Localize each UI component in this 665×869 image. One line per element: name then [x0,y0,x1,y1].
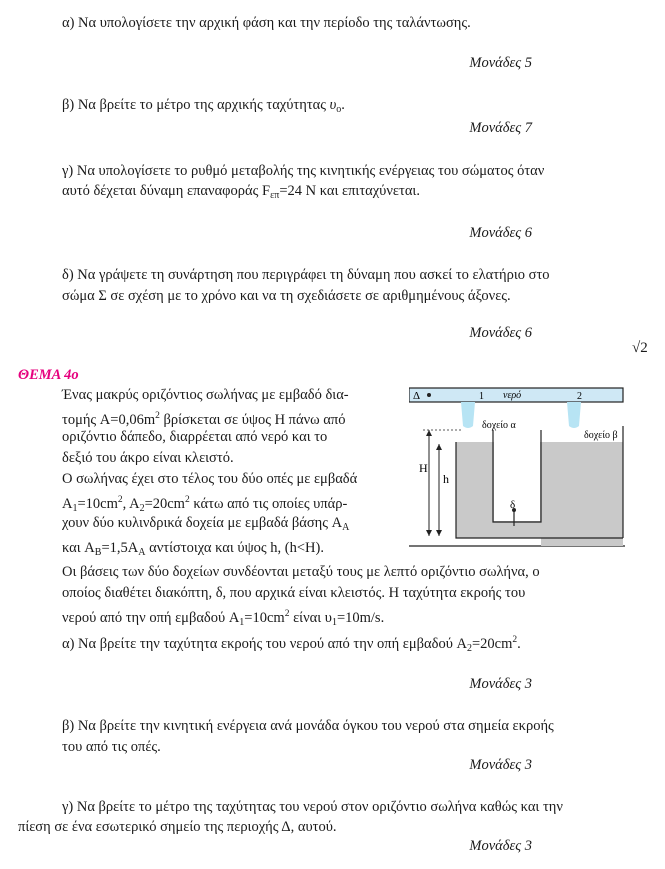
tank-a-inside [494,430,540,521]
theme4-question-b-line2: του από τις οπές. [62,739,161,755]
t4-l6s2: 2 [139,503,145,514]
t4-l2b: βρίσκεται σε ύψος H πάνω από [159,412,346,428]
question-d-line2: σώμα Σ σε σχέση με το χρόνο και να τη σχεδιάσετε σε αριθμημένους άξονες. [62,288,511,304]
t4-l11s2: 1 [331,617,337,628]
t4-l11d: =10m/s. [336,610,385,626]
t4-l6sup1: 2 [117,495,123,505]
t4-l6d: =20cm [144,496,185,512]
question-c-line2 [62,181,420,206]
t4-l2a: τομής A=0,06m [62,412,156,428]
theme4-line4: δεξιό του άκρο είναι κλειστό. [62,450,234,466]
t4-l11b: =10cm [244,610,285,626]
label-h: h [443,472,449,486]
t4-l6a: A [62,496,73,512]
question-c-text-end: =24 N και επιταχύνεται. [279,183,420,199]
t4-qa-b: =20cm [471,636,513,652]
question-b-end: . [341,97,345,113]
marks-d: Μονάδες 6 [469,325,532,341]
theme4-line11 [62,604,384,633]
t4-l2sup: 2 [155,411,160,421]
question-b [62,95,345,120]
theme4-line1: Ένας μακρύς οριζόντιος σωλήνας με εμβαδό δια- [62,387,349,403]
marks-c: Μονάδες 6 [469,225,532,241]
t4-l8s2: A [138,547,146,558]
theme4-line7 [62,513,349,538]
t4-qa-c: . [517,636,521,652]
t4-l8b: =1,5A [101,540,139,556]
theme4-marks-b: Μονάδες 3 [469,757,532,773]
t4-l6c: , A [122,496,140,512]
t4-l6sup2: 2 [184,495,190,505]
marks-a: Μονάδες 5 [469,55,532,71]
label-valve: δ [510,499,516,511]
theme4-question-a [62,630,521,659]
theme4-line8 [62,538,324,563]
label-hole-2: 2 [577,391,582,402]
velocity-subscript: ο [336,104,342,115]
label-water: νερό [503,390,522,401]
marks-b: Μονάδες 7 [469,120,532,136]
label-H: H [419,461,428,475]
theme4-question-b-line1: β) Να βρείτε την κινητική ενέργεια ανά μονάδα όγκου του νερού στα σημεία εκροής [62,718,554,734]
tank-right-water [541,442,623,546]
t4-l7sub: A [342,522,350,533]
question-d-line1: δ) Να γράψετε τη συνάρτηση που περιγράφει τη δύναμη που ασκεί το ελατήριο στο [62,267,550,283]
question-c-line1: γ) Να υπολογίσετε το ρυθμό μεταβολής της κινητικής ενέργειας του σώματος όταν [62,163,545,179]
theme4-question-c-line2: πίεση σε ένα εσωτερικό σημείο της περιοχής Δ, αυτού. [18,819,337,835]
label-delta: Δ [413,390,421,402]
theme-4-title: ΘΕΜΑ 4ο [18,367,79,383]
t4-qa-sub: 2 [466,643,472,654]
label-hole-1: 1 [479,391,484,402]
theme4-line9: Οι βάσεις των δύο δοχείων συνδέονται μεταξύ τους με λεπτό οριζόντιο σωλήνα, ο [62,564,540,580]
t4-l11sup: 2 [284,609,290,619]
label-tank-a: δοχείο α [482,420,516,431]
t4-l8s1: B [94,547,102,558]
t4-qa-text: α) Να βρείτε την ταχύτητα εκροής του νερού από την οπή εμβαδού A [62,636,467,652]
t4-l11s: 1 [239,617,245,628]
t4-l6b: =10cm [77,496,118,512]
theme4-line10: οποίος διαθέτει διακόπτη, δ, που αρχικά είναι κλειστός. Η ταχύτητα εκροής του [62,585,526,601]
pipe-tanks-diagram [409,386,625,550]
point-delta [427,393,431,397]
t4-qa-sup: 2 [512,635,518,645]
velocity-symbol: υ [329,97,337,113]
question-a: α) Να υπολογίσετε την αρχική φάση και την περίοδο της ταλάντωσης. [62,15,471,31]
t4-l6s1: 1 [72,503,78,514]
theme4-marks-a: Μονάδες 3 [469,676,532,692]
t4-l7a: χουν δύο κυλινδρικά δοχεία με εμβαδά βάσης A [62,515,343,531]
theme4-line3: οριζόντιο δάπεδο, διαρρέεται από νερό και το [62,429,328,445]
t4-l6e: κάτω από τις οποίες υπάρ- [189,496,348,512]
t4-l11a: νερού από την οπή εμβαδού A [62,610,240,626]
force-subscript: επ [270,190,280,201]
theme4-line5: Ο σωλήνας έχει στο τέλος του δύο οπές με εμβαδά [62,471,358,487]
t4-l11c: είναι υ [289,610,332,626]
margin-note: √2 [632,340,648,356]
question-c-text: αυτό δέχεται δύναμη επαναφοράς F [62,183,271,199]
theme4-marks-c: Μονάδες 3 [469,838,532,854]
t4-l8a: και A [62,540,95,556]
t4-l8c: αντίστοιχα και ύψος h, (h<H). [145,540,324,556]
label-tank-b: δοχείο β [584,430,618,441]
water-jet-2 [567,402,581,428]
question-b-text: β) Να βρείτε το μέτρο της αρχικής ταχύτητας [62,97,326,113]
theme4-question-c-line1: γ) Να βρείτε το μέτρο της ταχύτητας του νερού στον οριζόντιο σωλήνα καθώς και την [62,799,563,815]
water-jet-1 [461,402,475,428]
